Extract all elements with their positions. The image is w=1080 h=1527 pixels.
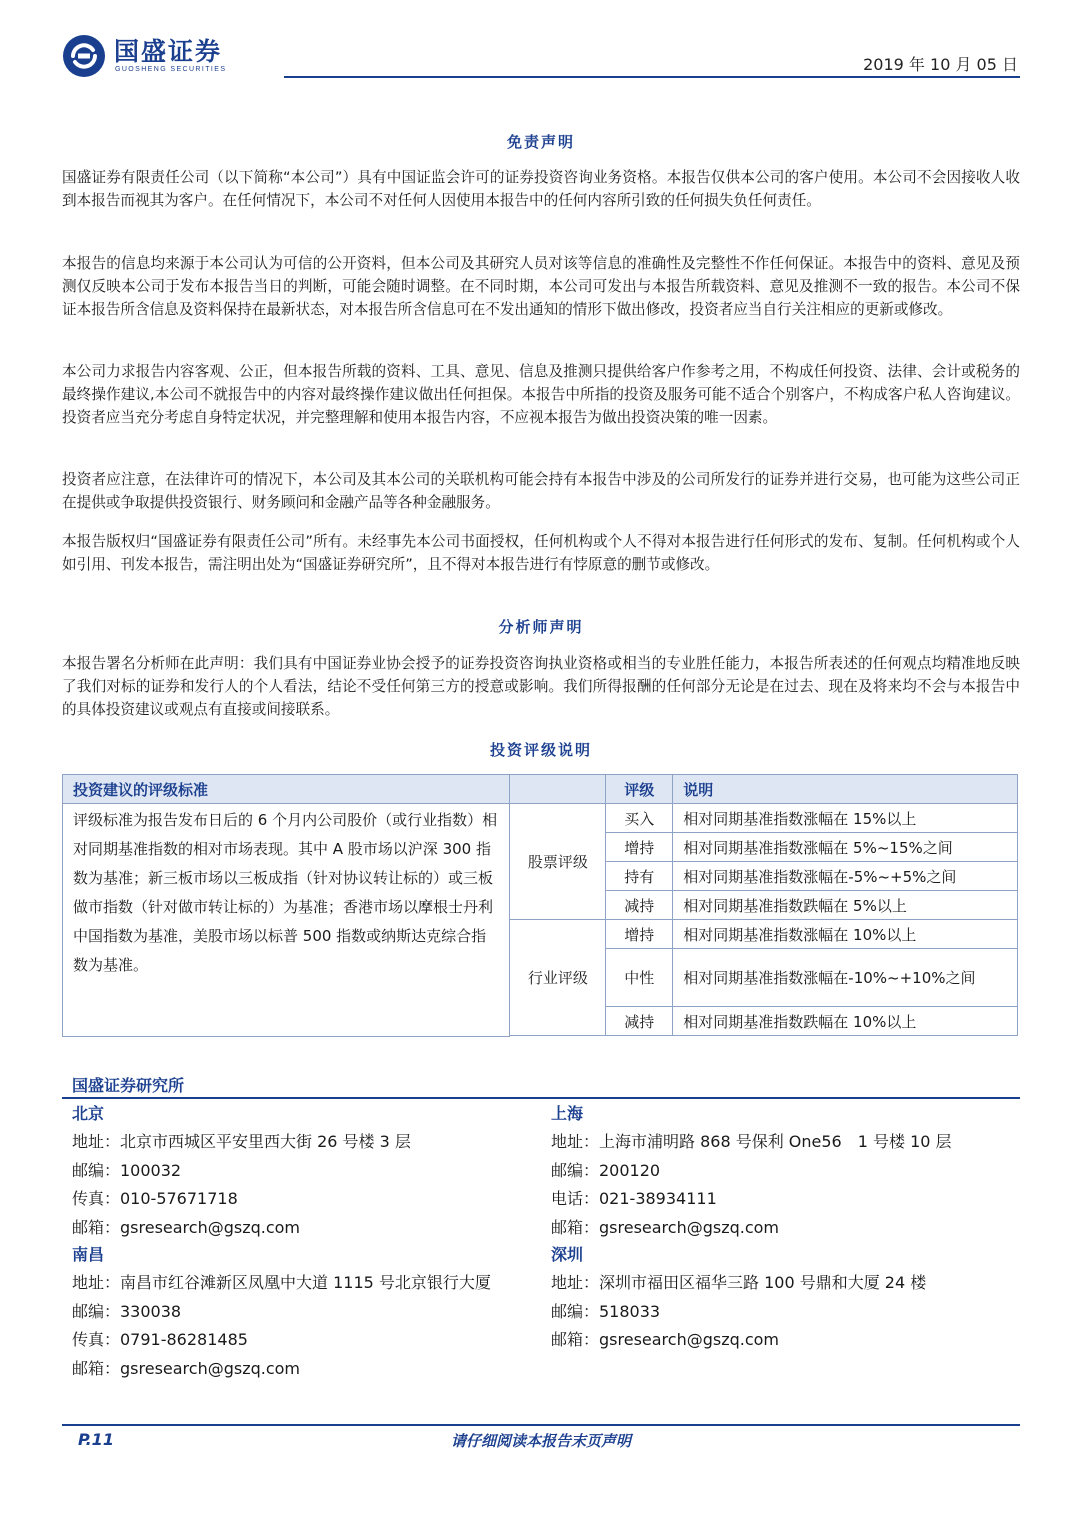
office-city: 上海 — [551, 1104, 584, 1123]
report-date: 2019 年 10 月 05 日 — [863, 55, 1018, 74]
institute-divider — [62, 1097, 1020, 1099]
office-postcode: 邮编：100032 — [72, 1160, 182, 1180]
disclaimer-paragraph: 投资者应注意，在法律许可的情况下，本公司及其本公司的关联机构可能会持有本报告中涉及的公司所发行的证券并进行交易，也可能为这些公司正在提供或争取提供投资银行、财务顾问和金融产品等各种金融服务。 — [62, 471, 1020, 511]
office-email[interactable]: 邮箱：gsresearch@gszq.com — [551, 1330, 780, 1349]
industry-rating-label: 行业评级 — [510, 920, 606, 1036]
rating-explain: 相对同期基准指数涨幅在-10%~+10%之间 — [673, 949, 1018, 1007]
analyst-title: 分析师声明 — [498, 618, 584, 636]
office-fax: 传真：010-57671718 — [72, 1189, 238, 1208]
office-city: 北京 — [72, 1104, 105, 1123]
analyst-paragraph: 本报告署名分析师在此声明：我们具有中国证券业协会授予的证券投资咨询执业资格或相当的专业胜任能力，本报告所表述的任何观点均精准地反映了我们对标的证券和发行人的个人看法，结论不受任何第三方的授意或影响。我们所得报酬的任何部分无论是在过去、现在及将来均不会与本报告中的具体投资建议或观点有直接或间接联系。 — [62, 655, 1020, 718]
header-standard: 投资建议的评级标准 — [63, 775, 510, 804]
rating-explain: 相对同期基准指数涨幅在 15%以上 — [673, 804, 1018, 833]
office-city: 南昌 — [72, 1245, 105, 1264]
header-blank — [510, 775, 606, 804]
office-fax: 传真：0791-86281485 — [72, 1330, 248, 1349]
rating-level: 中性 — [606, 949, 673, 1007]
office-shenzhen — [551, 1241, 1021, 1355]
office-email[interactable]: 邮箱：gsresearch@gszq.com — [72, 1217, 301, 1237]
rating-level: 持有 — [606, 862, 673, 891]
disclaimer-paragraph: 本报告版权归“国盛证券有限责任公司”所有。未经事先本公司书面授权，任何机构或个人不得对本报告进行任何形式的发布、复制。任何机构或个人如引用、刊发本报告，需注明出处为“国盛证券研究所”，且不得对本报告进行有悖原意的删节或修改。 — [62, 533, 1020, 573]
guosheng-logo-icon — [62, 34, 106, 78]
header-level: 评级 — [606, 775, 673, 804]
rating-level: 减持 — [606, 1007, 673, 1036]
disclaimer-paragraph: 国盛证券有限责任公司（以下简称“本公司”）具有中国证监会许可的证券投资咨询业务资格。本报告仅供本公司的客户使用。本公司不会因接收人收到本报告而视其为客户。在任何情况下，本公司不对任何人因使用本报告中的任何内容所引致的任何损失负任何责任。 — [62, 169, 1020, 209]
rating-explain: 相对同期基准指数涨幅在-5%~+5%之间 — [673, 862, 1018, 891]
office-shanghai — [551, 1100, 1021, 1242]
page-number: P.11 — [78, 1430, 114, 1449]
header-divider — [284, 76, 1020, 78]
office-email[interactable]: 邮箱：gsresearch@gszq.com — [72, 1358, 301, 1378]
office-email[interactable]: 邮箱：gsresearch@gszq.com — [551, 1217, 780, 1237]
stock-rating-label: 股票评级 — [510, 804, 606, 920]
rating-level: 增持 — [606, 920, 673, 949]
rating-explain: 相对同期基准指数跌幅在 5%以上 — [673, 891, 1018, 920]
footer-note: 请仔细阅读本报告末页声明 — [450, 1432, 631, 1450]
office-address: 地址：深圳市福田区福华三路 100 号鼎和大厦 24 楼 — [551, 1273, 927, 1292]
header-explain: 说明 — [673, 775, 1018, 804]
rating-level: 增持 — [606, 833, 673, 862]
disclaimer-title: 免责声明 — [506, 133, 575, 151]
footer-divider — [62, 1424, 1020, 1426]
office-address: 地址：南昌市红谷滩新区凤凰中大道 1115 号北京银行大厦 — [72, 1273, 491, 1292]
office-beijing — [72, 1100, 542, 1242]
rating-level: 减持 — [606, 891, 673, 920]
office-phone: 电话：021-38934111 — [551, 1189, 717, 1208]
office-postcode: 邮编：518033 — [551, 1301, 661, 1321]
office-postcode: 邮编：330038 — [72, 1301, 182, 1321]
rating-standard-text: 评级标准为报告发布日后的 6 个月内公司股价（或行业指数）相对同期基准指数的相对市场表现。其中 A 股市场以沪深 300 指数为基准；新三板市场以三板成指（针对协议转让标的）或三板做市指数（针对做市转让标的）为基准；香港市场以摩根士丹利中国指数为基准，美股市场以标普 500 指数或纳斯达克综合指数为基准。 — [63, 804, 510, 1037]
brand-name-en: GUOSHENG SECURITIES — [115, 66, 227, 73]
rating-explain: 相对同期基准指数涨幅在 10%以上 — [673, 920, 1018, 949]
rating-explain: 相对同期基准指数涨幅在 5%~15%之间 — [673, 833, 1018, 862]
disclaimer-paragraph: 本报告的信息均来源于本公司认为可信的公开资料，但本公司及其研究人员对该等信息的准确性及完整性不作任何保证。本报告中的资料、意见及预测仅反映本公司于发布本报告当日的判断，可能会随时调整。在不同时期，本公司可发出与本报告所载资料、意见及推测不一致的报告。本公司不保证本报告所含信息及资料保持在最新状态，对本报告所含信息可在不发出通知的情形下做出修改，投资者应当自行关注相应的更新或修改。 — [62, 255, 1020, 318]
institute-title: 国盛证券研究所 — [72, 1076, 185, 1095]
office-nanchang — [72, 1241, 542, 1383]
rating-title: 投资评级说明 — [489, 741, 592, 759]
page-header — [62, 30, 1020, 82]
brand-name: 国盛证券 — [114, 37, 223, 66]
office-address: 地址：上海市浦明路 868 号保利 One56 1 号楼 10 层 — [551, 1132, 952, 1151]
office-postcode: 邮编：200120 — [551, 1160, 661, 1180]
disclaimer-paragraph: 本公司力求报告内容客观、公正，但本报告所载的资料、工具、意见、信息及推测只提供给客户作参考之用，不构成任何投资、法律、会计或税务的最终操作建议,本公司不就报告中的内容对最终操作建议做出任何担保。本报告中所指的投资及服务可能不适合个别客户，不构成客户私人咨询建议。投资者应当充分考虑自身特定状况，并完整理解和使用本报告内容，不应视本报告为做出投资决策的唯一因素。 — [62, 363, 1020, 426]
office-address: 地址：北京市西城区平安里西大街 26 号楼 3 层 — [72, 1132, 411, 1151]
rating-table — [62, 774, 1018, 1037]
rating-level: 买入 — [606, 804, 673, 833]
office-city: 深圳 — [551, 1245, 584, 1264]
rating-explain: 相对同期基准指数跌幅在 10%以上 — [673, 1007, 1018, 1036]
